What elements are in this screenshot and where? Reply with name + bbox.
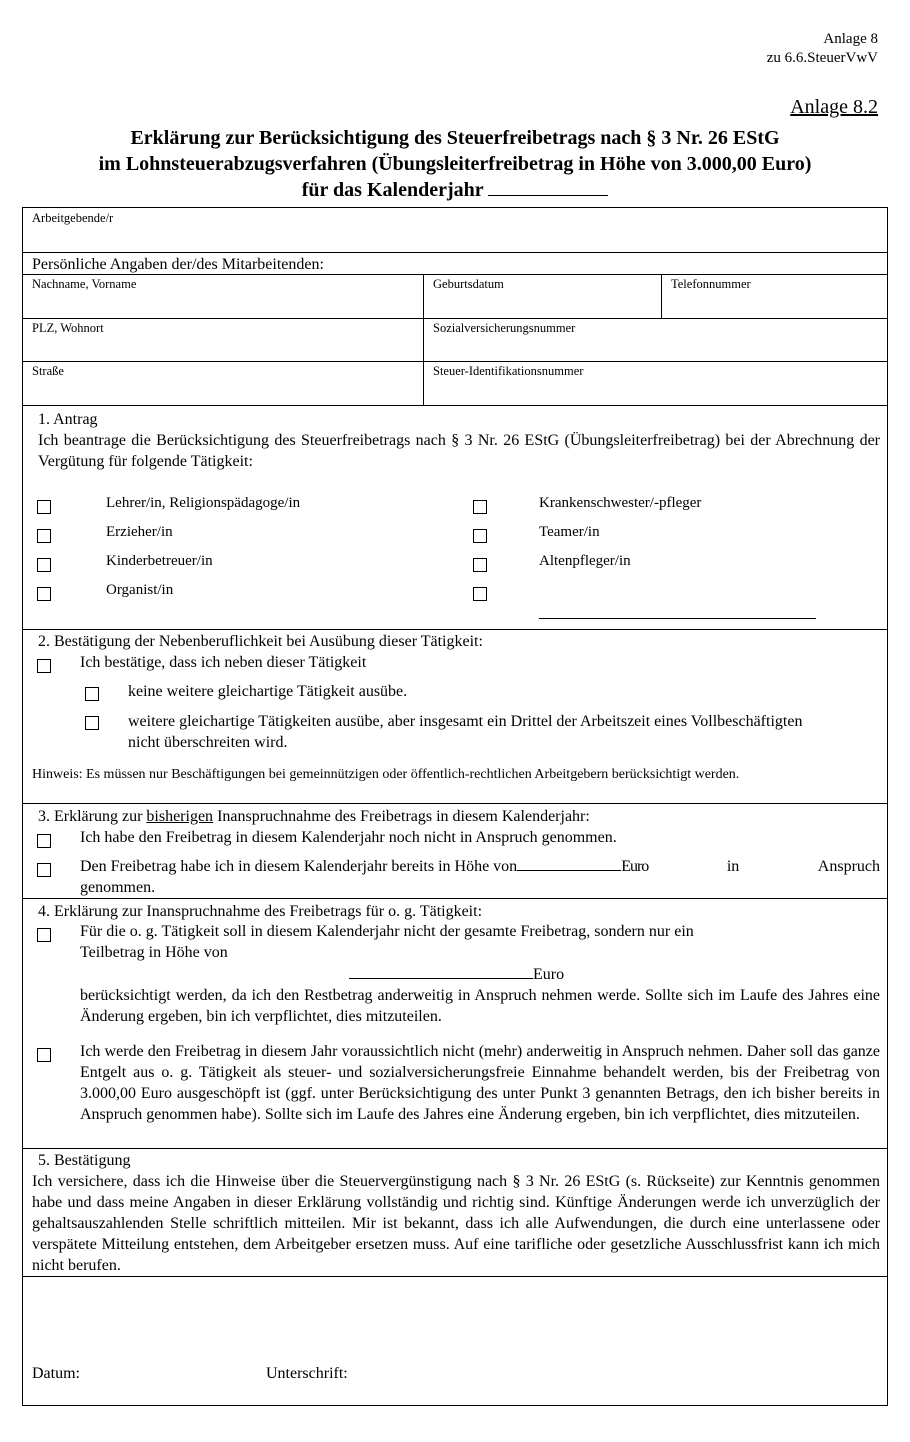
partial-amount-line-2: Teilbetrag in Höhe von bbox=[80, 944, 228, 961]
name-field-label: Nachname, Vorname bbox=[32, 277, 137, 291]
already-claimed-text: Den Freibetrag habe ich in diesem Kalenderjahr bereits in Höhe von bbox=[80, 858, 518, 875]
option-already-claimed bbox=[80, 856, 880, 898]
title-year-label: für das Kalenderjahr bbox=[301, 179, 484, 201]
checkbox-teacher[interactable] bbox=[37, 500, 51, 514]
phone-field-label: Telefonnummer bbox=[671, 277, 751, 291]
section-4-heading: 4. Erklärung zur Inanspruchnahme des Freibetrags für o. g. Tätigkeit: bbox=[38, 903, 483, 920]
already-claimed-end: genommen. bbox=[80, 879, 156, 896]
option-teacher: Lehrer/in, Religionspädagoge/in bbox=[106, 495, 301, 511]
other-activity-input-line[interactable] bbox=[539, 618, 816, 619]
title-line-2: im Lohnsteuerabzugsverfahren (Übungsleiterfreibetrag in Höhe von 3.000,00 Euro) bbox=[98, 153, 812, 175]
checkbox-already-claimed[interactable] bbox=[37, 863, 51, 877]
partial-amount-currency: Euro bbox=[533, 966, 565, 983]
birthdate-field-label: Geburtsdatum bbox=[433, 277, 504, 291]
option-childcare: Kinderbetreuer/in bbox=[106, 553, 213, 569]
zip-city-field-label: PLZ, Wohnort bbox=[32, 321, 104, 335]
checkbox-partial-amount[interactable] bbox=[37, 928, 51, 942]
section-3-heading bbox=[38, 806, 590, 827]
checkbox-elderly-care[interactable] bbox=[473, 558, 487, 572]
option-teamer: Teamer/in bbox=[539, 524, 600, 540]
checkbox-organist[interactable] bbox=[37, 587, 51, 601]
option-similar-activities: weitere gleichartige Tätigkeiten ausübe, aber insgesamt ein Drittel der Arbeitszeit eines Vollbeschäftigten nicht überschreiten wird. bbox=[128, 713, 803, 751]
checkbox-other-activity[interactable] bbox=[473, 587, 487, 601]
already-claimed-anspruch: Anspruch bbox=[817, 858, 880, 875]
section-1-heading: 1. Antrag bbox=[38, 411, 98, 428]
checkbox-similar-activities[interactable] bbox=[85, 716, 99, 730]
employer-field[interactable] bbox=[23, 208, 887, 252]
checkbox-childcare[interactable] bbox=[37, 558, 51, 572]
personal-data-heading: Persönliche Angaben der/des Mitarbeitenden: bbox=[32, 256, 324, 273]
section-2-confirm-text: Ich bestätige, dass ich neben dieser Tätigkeit bbox=[80, 654, 367, 671]
tax-id-field-label: Steuer-Identifikationsnummer bbox=[433, 364, 584, 378]
option-no-similar-activity: keine weitere gleichartige Tätigkeit ausübe. bbox=[128, 683, 408, 700]
checkbox-teamer[interactable] bbox=[473, 529, 487, 543]
section-3-heading-start: 3. Erklärung zur bbox=[38, 808, 147, 825]
partial-amount-line-1: Für die o. g. Tätigkeit soll in diesem Kalenderjahr nicht der gesamte Freibetrag, sondern nur ein bbox=[80, 923, 694, 940]
section-3-heading-end: Inanspruchnahme des Freibetrags in diesem Kalenderjahr: bbox=[213, 808, 590, 825]
claimed-amount-input[interactable] bbox=[517, 870, 621, 871]
checkbox-no-similar-activity[interactable] bbox=[85, 687, 99, 701]
checkbox-full-amount[interactable] bbox=[37, 1048, 51, 1062]
full-amount-text: Ich werde den Freibetrag in diesem Jahr voraussichtlich nicht (mehr) anderweitig in Anspruch nehmen. Daher soll das ganze Entgelt aus o. g. Tätigkeit als steuer- und sozialversicherungsfreie Einnahme behandelt werden, bis der Freibetrag von 3.000,00 Euro ausgeschöpft ist (ggf. unter Berücksichtigung des unter Punkt 3 genannten Betrags, den ich bisher bereits in Anspruch genommen habe). Sollte sich im Laufe des Jahres eine Änderung ergeben, bin ich verpflichtet, dies mitzuteilen. bbox=[80, 1043, 880, 1123]
partial-amount-input[interactable] bbox=[349, 978, 533, 979]
option-not-claimed: Ich habe den Freibetrag in diesem Kalenderjahr noch nicht in Anspruch genommen. bbox=[80, 829, 617, 846]
annex-reference: zu 6.6.SteuerVwV bbox=[766, 50, 878, 66]
section-2-heading: 2. Bestätigung der Nebenberuflichkeit bei Ausübung dieser Tätigkeit: bbox=[38, 633, 483, 650]
date-label: Datum: bbox=[32, 1365, 80, 1382]
checkbox-educator[interactable] bbox=[37, 529, 51, 543]
annex-label bbox=[767, 30, 878, 68]
declaration-form bbox=[22, 207, 888, 1406]
partial-amount-field bbox=[349, 964, 564, 985]
annex-sub-label: Anlage 8.2 bbox=[790, 96, 878, 118]
section-1-text: Ich beantrage die Berücksichtigung des Steuerfreibetrags nach § 3 Nr. 26 EStG (Übungsleiterfreibetrag) bei der Abrechnung der Vergütung für folgende Tätigkeit: bbox=[38, 432, 880, 470]
section-5-heading: 5. Bestätigung bbox=[38, 1152, 131, 1169]
option-elderly-care: Altenpfleger/in bbox=[539, 553, 631, 569]
annex-number: Anlage 8 bbox=[823, 31, 878, 47]
checkbox-confirm-secondary[interactable] bbox=[37, 659, 51, 673]
street-field-label: Straße bbox=[32, 364, 64, 378]
signature-area[interactable] bbox=[23, 1277, 887, 1405]
title-line-3 bbox=[0, 177, 910, 203]
employer-label: Arbeitgebende/r bbox=[32, 211, 114, 225]
section-5-text: Ich versichere, dass ich die Hinweise über die Steuervergünstigung nach § 3 Nr. 26 EStG (s. Rückseite) zur Kenntnis genommen habe und dass meine Angaben in dieser Erklärung vollständig und richtig sind. Künftige Änderungen werde ich unverzüglich der gehaltsauszahlenden Stelle schriftlich mitteilen. Mir ist bekannt, dass ich alle Aufwendungen, die durch eine unterlassene oder verspätete Mitteilung entstehen, dem Arbeitgeber ersetzen muss. Auf eine tarifliche oder gesetzliche Ausschlussfrist kann ich mich nicht berufen. bbox=[32, 1173, 880, 1274]
claimed-amount-currency: Euro bbox=[621, 858, 649, 875]
option-educator: Erzieher/in bbox=[106, 524, 173, 540]
year-input-line[interactable] bbox=[488, 195, 608, 196]
section-2-note: Hinweis: Es müssen nur Beschäftigungen bei gemeinnützigen oder öffentlich-rechtlichen Arbeitgebern berücksichtigt werden. bbox=[32, 767, 740, 782]
section-3-heading-underlined: bisherigen bbox=[146, 808, 214, 825]
partial-amount-text: berücksichtigt werden, da ich den Restbetrag anderweitig in Anspruch nehmen werde. Sollte sich im Laufe des Jahres eine Änderung ergeben, bin ich verpflichtet, dies mitzuteilen. bbox=[80, 987, 880, 1025]
social-security-field-label: Sozialversicherungsnummer bbox=[433, 321, 576, 335]
title-line-1: Erklärung zur Berücksichtigung des Steuerfreibetrags nach § 3 Nr. 26 EStG bbox=[130, 127, 780, 149]
page-title bbox=[0, 125, 910, 203]
option-nurse: Krankenschwester/-pfleger bbox=[539, 495, 702, 511]
checkbox-nurse[interactable] bbox=[473, 500, 487, 514]
signature-label: Unterschrift: bbox=[266, 1365, 348, 1382]
already-claimed-in: in bbox=[726, 858, 740, 875]
option-organist: Organist/in bbox=[106, 582, 174, 598]
checkbox-not-claimed[interactable] bbox=[37, 834, 51, 848]
